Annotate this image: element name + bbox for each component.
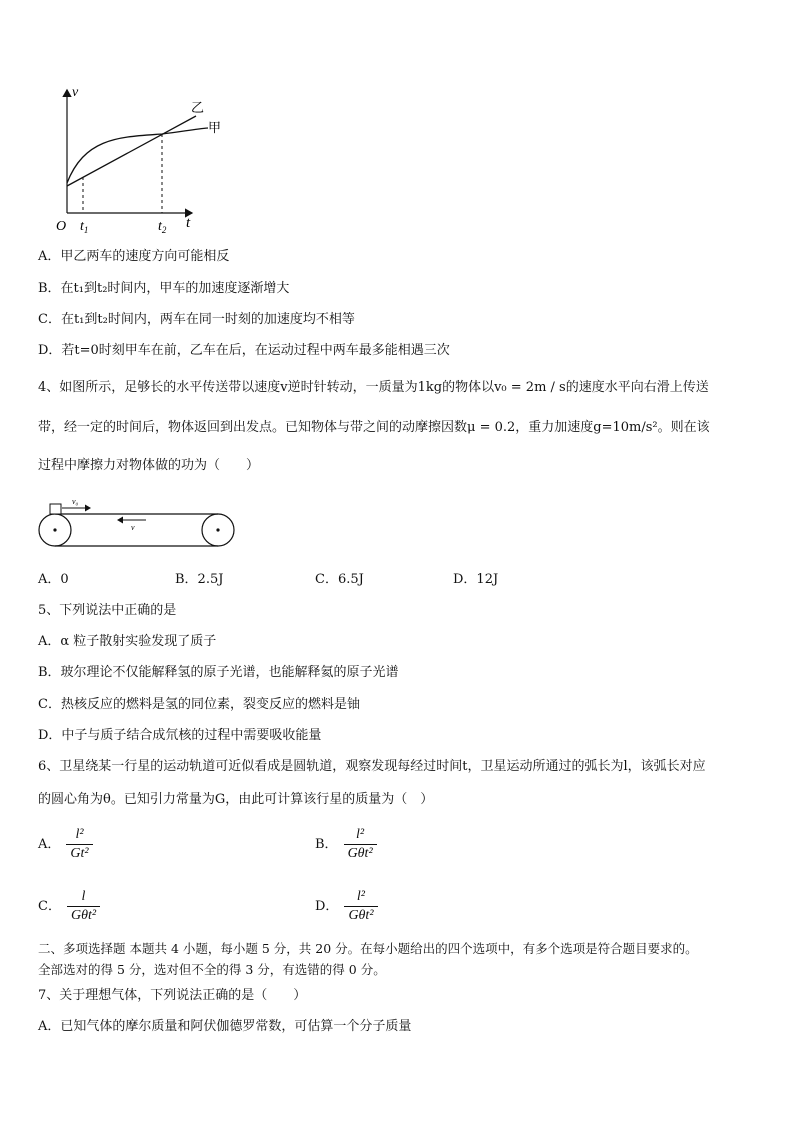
q4-option-b: B．2.5J [175, 572, 224, 587]
q5-stem: 5、下列说法中正确的是 [38, 603, 177, 618]
q3-option-b: B．在t₁到t₂时间内，甲车的加速度逐渐增大 [38, 281, 290, 296]
q4-stem-line1: 4、如图所示，足够长的水平传送带以速度v逆时针转动，一质量为1kg的物体以v₀ = 2m / s的速度水平向右滑上传送 [38, 380, 709, 395]
section2-heading-line1: 二、多项选择题 本题共 4 小题，每小题 5 分，共 20 分。在每小题给出的四个选项中，有多个选项是符合题目要求的。 [38, 941, 698, 956]
q4-stem-line3: 过程中摩擦力对物体做的功为（ ） [38, 458, 260, 473]
q5-option-a: A．α 粒子散射实验发现了质子 [38, 634, 217, 649]
q7-option-a: A．已知气体的摩尔质量和阿伏伽德罗常数，可估算一个分子质量 [38, 1019, 412, 1034]
q6-option-d: D． $\frac{\text{l²}}{\text{Gθt²}}$ [315, 888, 378, 925]
fraction-a: $\frac{\text{l²}}{\text{Gt²}}$ [66, 826, 92, 863]
q6-option-a: A． $\frac{\text{l²}}{\text{Gt²}}$ [38, 826, 93, 863]
q4-stem-line2: 带，经一定的时间后，物体返回到出发点。已知物体与带之间的动摩擦因数μ = 0.2，重力加速度g=10m/s²。则在该 [38, 420, 710, 435]
left-pulley-axle [53, 528, 56, 531]
section2-heading-line2: 全部选对的得 5 分，选对但不全的得 3 分，有选错的得 0 分。 [38, 962, 386, 977]
curve-jia-label: 甲 [208, 120, 222, 135]
q6-stem-line1: 6、卫星绕某一行星的运动轨道可近似看成是圆轨道，观察发现每经过时间t，卫星运动所通过的弧长为l，该弧长对应 [38, 759, 706, 774]
fraction-c: $\frac{l}{\text{Gθt²}}$ [67, 888, 100, 925]
q4-option-c: C．6.5J [315, 572, 364, 587]
q6-option-b: B． $\frac{\text{l²}}{\text{Gθt²}}$ [315, 826, 377, 863]
q6-option-c: C． $\frac{l}{\text{Gθt²}}$ [38, 888, 100, 925]
fraction-d: $\frac{\text{l²}}{\text{Gθt²}}$ [344, 888, 377, 925]
q6-stem-line2: 的圆心角为θ。已知引力常量为G，由此可计算该行星的质量为（ ） [38, 792, 434, 807]
q3-option-a: A．甲乙两车的速度方向可能相反 [38, 249, 230, 264]
t2-label: $t_2$ [158, 219, 167, 235]
q3-option-c: C．在t₁到t₂时间内，两车在同一时刻的加速度均不相等 [38, 312, 355, 327]
v-axis-label: v [72, 85, 79, 100]
t1-label: $t_1$ [80, 219, 89, 235]
curve-yi [67, 116, 196, 186]
q4-option-d: D．12J [453, 572, 499, 587]
origin-label: O [56, 219, 67, 234]
q4-option-a: A．0 [38, 572, 69, 587]
q7-stem: 7、关于理想气体，下列说法正确的是（ ） [38, 988, 307, 1003]
belt-velocity-label: v [131, 523, 135, 532]
curve-yi-label: 乙 [191, 100, 205, 115]
q3-option-d: D．若t=0时刻甲车在前，乙车在后，在运动过程中两车最多能相遇三次 [38, 343, 450, 358]
block [50, 504, 61, 514]
velocity-time-graph [50, 82, 240, 237]
t-axis-label: t [186, 215, 191, 231]
fraction-b: $\frac{\text{l²}}{\text{Gθt²}}$ [344, 826, 377, 863]
conveyor-belt-figure [36, 494, 240, 554]
q5-option-d: D．中子与质子结合成氘核的过程中需要吸收能量 [38, 728, 322, 743]
right-pulley-axle [216, 528, 219, 531]
q5-option-c: C．热核反应的燃料是氢的同位素，裂变反应的燃料是铀 [38, 697, 360, 712]
q5-option-b: B．玻尔理论不仅能解释氢的原子光谱，也能解释氦的原子光谱 [38, 665, 399, 680]
v0-label: v₀ [72, 497, 79, 506]
